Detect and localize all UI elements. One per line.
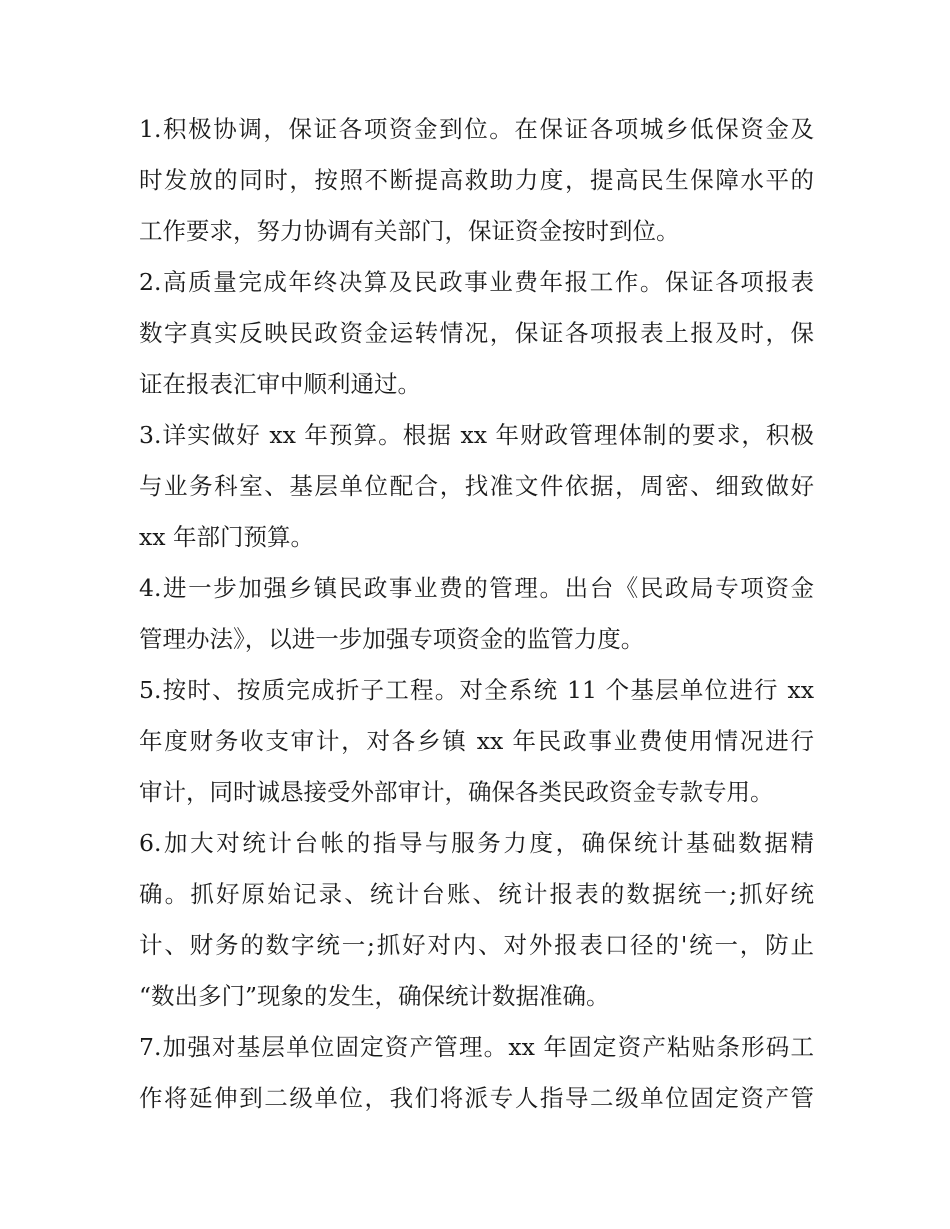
paragraph-7-line-2: 作将延伸到二级单位，我们将派专人指导二级单位固定资产管 [139,1084,814,1112]
document-body [139,104,814,1124]
paragraph-2-line-3: 证在报表汇审中顺利通过。 [139,370,421,398]
paragraph-3-line-2: 与业务科室、基层单位配合，找准文件依据，周密、细致做好 [139,472,814,500]
paragraph-5-line-3: 审计，同时诚恳接受外部审计，确保各类民政资金专款专用。 [139,778,774,806]
paragraph-2-line-2: 数字真实反映民政资金运转情况，保证各项报表上报及时，保 [139,319,814,347]
paragraph-4-line-1: 4.进一步加强乡镇民政事业费的管理。出台《民政局专项资金 [139,574,814,602]
paragraph-5-line-1: 5.按时、按质完成折子工程。对全系统 11 个基层单位进行 xx [139,676,814,704]
paragraph-6-line-1: 6.加大对统计台帐的指导与服务力度，确保统计基础数据精 [139,829,814,857]
paragraph-1-line-3: 工作要求，努力协调有关部门，保证资金按时到位。 [139,217,680,245]
paragraph-5-line-2: 年度财务收支审计，对各乡镇 xx 年民政事业费使用情况进行 [139,727,814,755]
paragraph-1-line-2: 时发放的同时，按照不断提高救助力度，提高民生保障水平的 [139,166,814,194]
paragraph-1-line-1: 1.积极协调，保证各项资金到位。在保证各项城乡低保资金及 [139,115,814,143]
paragraph-7-line-1: 7.加强对基层单位固定资产管理。xx 年固定资产粘贴条形码工 [139,1033,814,1061]
paragraph-6-line-2: 确。抓好原始记录、统计台账、统计报表的数据统一;抓好统 [139,880,814,908]
paragraph-4-line-2: 管理办法》，以进一步加强专项资金的监管力度。 [139,625,645,653]
paragraph-3-line-1: 3.详实做好 xx 年预算。根据 xx 年财政管理体制的要求，积极 [139,421,814,449]
paragraph-2-line-1: 2.高质量完成年终决算及民政事业费年报工作。保证各项报表 [139,268,814,296]
paragraph-6-line-4: “数出多门”现象的发生，确保统计数据准确。 [139,982,610,1010]
paragraph-3-line-3: xx 年部门预算。 [139,523,314,551]
paragraph-6-line-3: 计、财务的数字统一;抓好对内、对外报表口径的'统一，防止 [139,931,814,959]
